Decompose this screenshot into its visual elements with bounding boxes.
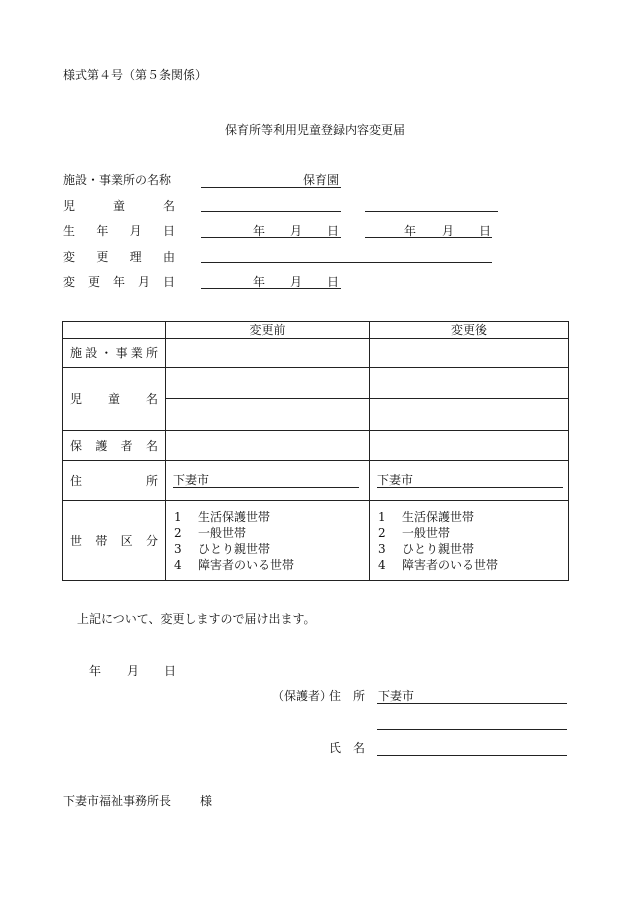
household-after-option-1[interactable]: 1 生活保護世帯 [378, 509, 475, 524]
household-after-cell[interactable] [370, 501, 569, 581]
signature-address-prefix: 下妻市 [378, 689, 415, 703]
guardian-paren: （保護者） [272, 689, 333, 703]
address-before-cell[interactable] [166, 461, 370, 501]
signature-address-underline-1[interactable] [377, 703, 567, 704]
household-before-cell[interactable] [166, 501, 370, 581]
child-label-c1: 児 [63, 199, 76, 213]
facility-name-label: 施設・事業所の名称 [63, 173, 172, 187]
form-number: 様式第４号（第５条関係） [63, 68, 208, 82]
household-before-option-3[interactable]: 3 ひとり親世帯 [174, 541, 271, 556]
submit-year: 年 [89, 664, 102, 678]
birth-year-1: 年 [253, 224, 266, 238]
household-after-option-3[interactable]: 3 ひとり親世帯 [378, 541, 475, 556]
birth-date-label: 生 年 月 日 [63, 224, 175, 238]
signature-name-underline[interactable] [377, 755, 567, 756]
household-before-option-1[interactable]: 1 生活保護世帯 [174, 509, 271, 524]
row-label-guardian: 保 護 者 名 [63, 431, 166, 461]
row-label-household: 世 帯 区 分 [63, 501, 166, 581]
recipient-name: 下妻市福祉事務所長 [63, 794, 172, 808]
change-table [62, 321, 569, 581]
document-title: 保育所等利用児童登録内容変更届 [224, 123, 405, 137]
change-year: 年 [253, 275, 266, 289]
child-after-cell-1[interactable] [370, 368, 569, 399]
birth-date-underline-2[interactable] [365, 237, 492, 238]
guardian-before-cell[interactable] [166, 431, 370, 461]
address-after-prefix: 下妻市 [377, 474, 563, 488]
signature-name-label: 氏 名 [329, 741, 366, 755]
birth-year-2: 年 [404, 224, 417, 238]
before-header: 変更前 [166, 322, 370, 339]
row-label-address: 住 所 [63, 461, 166, 501]
household-after-option-2[interactable]: 2 一般世帯 [378, 525, 451, 540]
birth-month-2: 月 [442, 224, 455, 238]
address-after-cell[interactable] [370, 461, 569, 501]
address-before-prefix: 下妻市 [173, 474, 359, 488]
recipient-honorific: 様 [200, 794, 213, 808]
facility-after-cell[interactable] [370, 339, 569, 368]
guardian-after-cell[interactable] [370, 431, 569, 461]
child-name-underline-2[interactable] [365, 211, 498, 212]
change-day: 日 [327, 275, 340, 289]
child-label-c3: 名 [162, 199, 175, 213]
child-label-c2: 童 [112, 199, 125, 213]
signature-address-label: 住 所 [329, 689, 366, 703]
submit-month: 月 [127, 664, 140, 678]
household-after-option-4[interactable]: 4 障害者のいる世帯 [378, 557, 499, 572]
birth-date-underline-1[interactable] [201, 237, 341, 238]
after-header: 変更後 [370, 322, 569, 339]
birth-day-1: 日 [327, 224, 340, 238]
change-date-label: 変 更 年 月 日 [63, 275, 175, 289]
facility-before-cell[interactable] [166, 339, 370, 368]
birth-month-1: 月 [290, 224, 303, 238]
child-after-cell-2[interactable] [370, 399, 569, 431]
change-reason-label: 変 更 理 由 [63, 250, 175, 264]
facility-suffix: 保育園 [303, 173, 340, 187]
child-before-cell-2[interactable] [166, 399, 370, 431]
household-before-list [166, 505, 369, 577]
child-name-label [63, 200, 175, 212]
household-before-option-2[interactable]: 2 一般世帯 [174, 525, 247, 540]
change-month: 月 [290, 275, 303, 289]
facility-name-underline[interactable] [201, 187, 341, 188]
submit-day: 日 [164, 664, 177, 678]
row-label-facility: 施 設 ・ 事 業 所 [63, 339, 166, 368]
household-before-option-4[interactable]: 4 障害者のいる世帯 [174, 557, 295, 572]
change-reason-underline[interactable] [201, 262, 492, 263]
child-before-cell-1[interactable] [166, 368, 370, 399]
change-date-underline[interactable] [201, 288, 341, 289]
household-after-list [370, 505, 568, 577]
birth-day-2: 日 [479, 224, 492, 238]
table-corner [63, 322, 166, 339]
statement-text: 上記について、変更しますので届け出ます。 [77, 612, 316, 626]
child-name-underline-1[interactable] [201, 211, 341, 212]
row-label-child: 児 童 名 [63, 368, 166, 431]
signature-address-underline-2[interactable] [377, 729, 567, 730]
